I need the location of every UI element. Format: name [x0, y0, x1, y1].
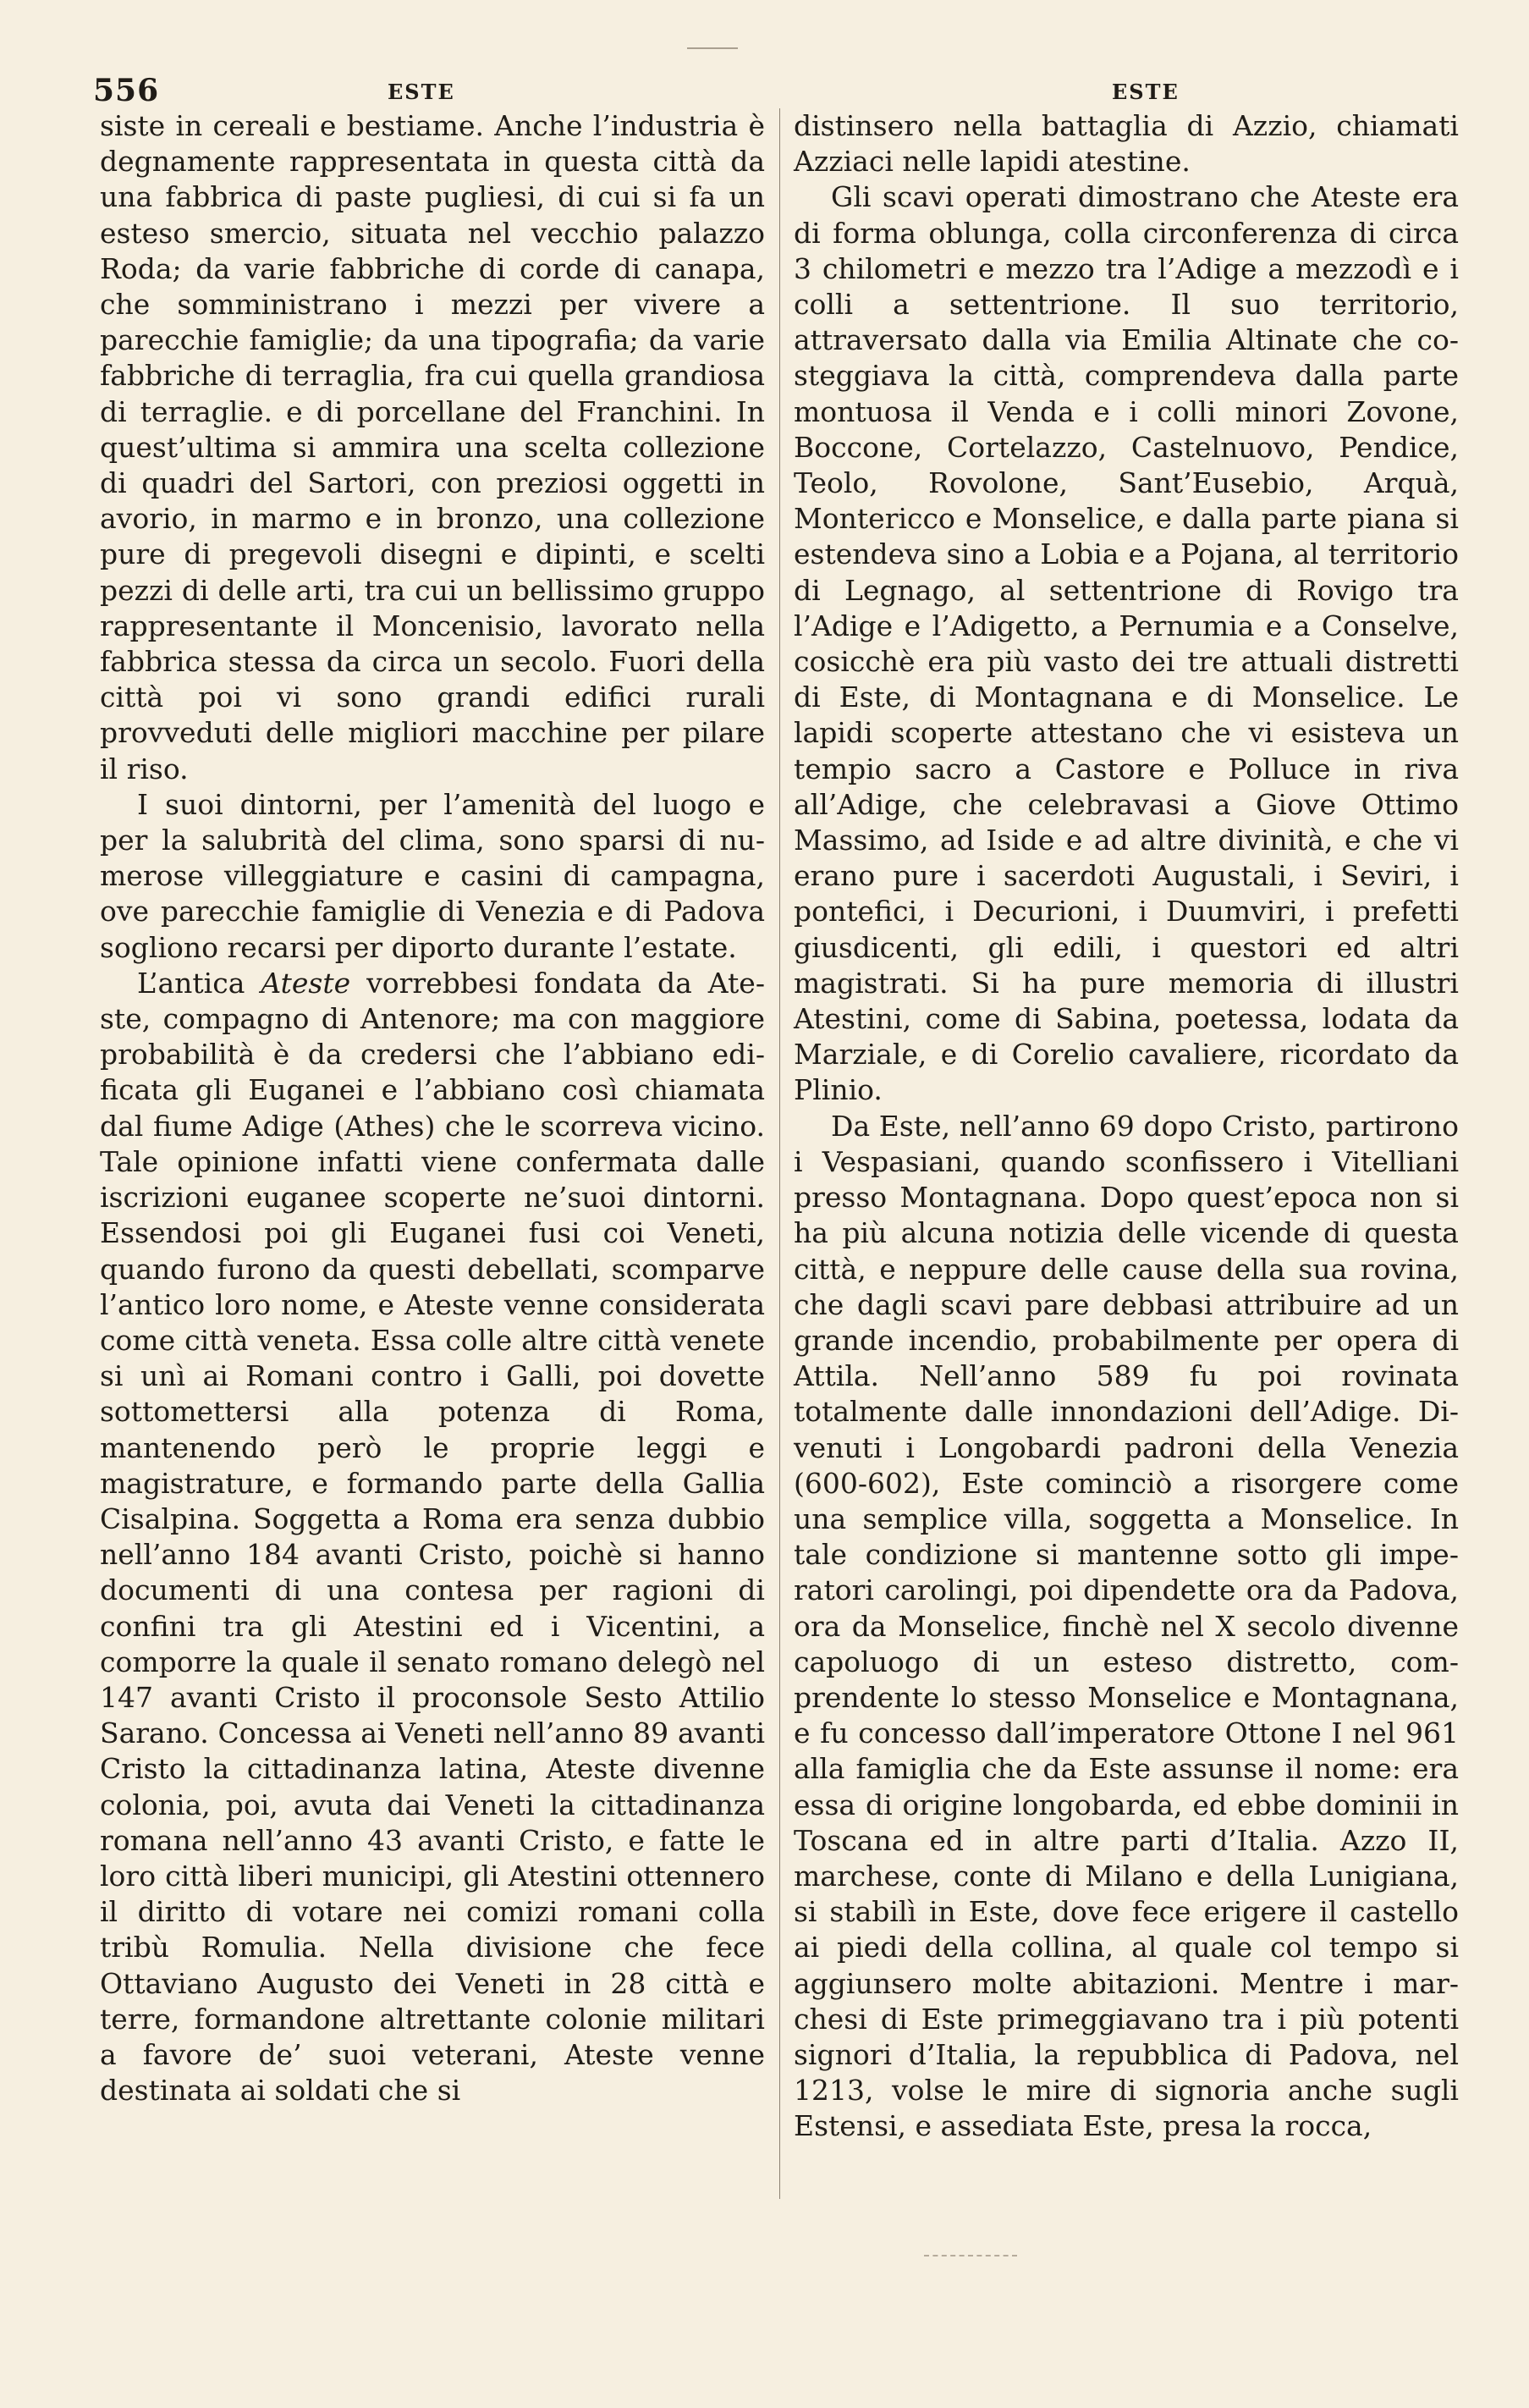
right-text-column	[794, 108, 1459, 2145]
paragraph	[100, 787, 765, 966]
paragraph-text: I suoi dintorni, per l’amenità del luogo e per la salubrità del clima, sono sparsi di numerose villeggiature e casini di campagna, ove parecchie famiglie di Venezia e di Padova sogliono recarsi per diporto durante l’estate.	[100, 787, 765, 964]
left-text-column	[100, 108, 765, 2108]
page-number: 556	[93, 73, 160, 108]
top-decorative-mark	[687, 47, 738, 49]
paragraph: distinsero nella battaglia di Azzio, chiamati Azziaci nelle lapidi atestine.	[794, 109, 1459, 179]
paragraph	[100, 966, 765, 2109]
paragraph: siste in cereali e bestiame. Anche l’industria è degnamente rappresentata in questa città da una fabbrica di paste pugliesi, di cui si fa un esteso smercio, situata nel vecchio palazzo Roda; da varie fabbriche di corde di canapa, che somministrano i mezzi per vivere a parecchie famiglie; da una tipografia; da varie fabbriche di terraglia, fra cui quella grandiosa di terraglie. e di porcellane del Franchini. In quest’ultima si ammira una scelta collezione di quadri del Sartori, con preziosi oggetti in avorio, in marmo e in bronzo, una collezione pure di pregevoli disegni e dipinti, e scelti pezzi di delle arti, tra cui un bellissimo gruppo rappresentante il Moncenisio, lavorato nella fabbrica stessa da circa un secolo. Fuori della città poi vi sono grandi edifici rurali provveduti delle migliori macchine per pilare il riso.	[100, 109, 765, 785]
paragraph: Da Este, nell’anno 69 dopo Cristo, partirono i Vespasiani, quando sconfissero i Vitelliani presso Montagnana. Dopo quest’epoca non si ha più alcuna notizia delle vicende di questa città, e neppure delle cause della sua rovina, che dagli scavi pare debbasi attribuire ad un grande incendio, probabilmente per opera di Attila. Nell’anno 589 fu poi rovinata totalmente dalle innondazioni dell’Adige. Divenuti i Longobardi padroni della Venezia (600-602), Este cominciò a risorgere come una semplice villa, soggetta a Monselice. In tale condizione si mantenne sotto gli imperatori carolingi, poi dipendette ora da Padova, ora da Monselice, finchè nel X secolo divenne capoluogo di un esteso distretto, comprendente lo stesso Monselice e Montagnana, e fu concesso dall’imperatore Ottone I nel 961 alla famiglia che da Este assunse il nome: era essa di origine longobarda, ed ebbe dominii in Toscana ed in altre parti d’Italia. Azzo II, marchese, conte di Milano e della Lunigiana, si stabilì in Este, dove fece erigere il castello ai piedi della collina, al quale col tempo si aggiunsero molte abitazioni. Mentre i marchesi di Este primeggiavano tra i più potenti signori d’Italia, la repubblica di Padova, nel 1213, volse le mire di signoria anche sugli Estensi, e assediata Este, presa la rocca,	[794, 1109, 1459, 2143]
running-head-right: ESTE	[1112, 80, 1180, 104]
page-header	[0, 73, 1529, 110]
column-divider	[779, 108, 780, 2199]
italic-term-ateste: Ateste	[261, 966, 351, 1000]
paragraph-text: L’antica	[137, 966, 261, 1000]
bottom-decorative-mark	[924, 2255, 1017, 2256]
paragraph: Gli scavi operati dimostrano che Ateste era di forma oblunga, colla circonferenza di circa 3 chilometri e mezzo tra l’Adige a mezzodì e i colli a settentrione. Il suo territorio, attraversato dalla via Emilia Altinate che costeggiava la città, comprendeva dalla parte montuosa il Venda e i colli minori Zovone, Boccone, Cortelazzo, Castelnuovo, Pendice, Teolo, Rovolone, Sant’Eusebio, Arquà, Montericco e Monselice, e dalla parte piana si estendeva sino a Lobia e a Pojana, al territorio di Legnago, al settentrione di Rovigo tra l’Adige e l’Adigetto, a Pernumia e a Conselve, cosicchè era più vasto dei tre attuali distretti di Este, di Montagnana e di Monselice. Le lapidi scoperte attestano che vi esisteva un tempio sacro a Castore e Polluce in riva all’Adige, che celebravasi a Giove Ottimo Massimo, ad Iside e ad altre divinità, e che vi erano pure i sacerdoti Augustali, i Seviri, i pontefici, i Decurioni, i Duumviri, i prefetti giusdicenti, gli edili, i questori ed altri magistrati. Si ha pure memoria di illustri Atestini, come di Sabina, poetessa, lodata da Marziale, e di Corelio cavaliere, ricordato da Plinio.	[794, 180, 1459, 1107]
paragraph-text: vorrebbesi fondata da Ateste, compagno di Antenore; ma con maggiore probabilità è da credersi che l’abbiano edificata gli Euganei e l’abbiano così chiamata dal fiume Adige (Athes) che le scorreva vicino. Tale opinione infatti viene confermata dalle iscrizioni euganee scoperte ne’suoi dintorni. Essendosi poi gli Euganei fusi coi Veneti, quando furono da questi debellati, scomparve l’antico loro nome, e Ateste venne considerata come città veneta. Essa colle altre città venete si unì ai Romani contro i Galli, poi dovette sottomettersi alla potenza di Roma, mantenendo però le proprie leggi e magistrature, e formando parte della Gallia Cisalpina. Soggetta a Roma era senza dubbio nell’anno 184 avanti Cristo, poichè si hanno documenti di una contesa per ragioni di confini tra gli Atestini ed i Vicentini, a comporre la quale il senato romano delegò nel 147 avanti Cristo il proconsole Sesto Attilio Sarano. Concessa ai Veneti nell’anno 89 avanti Cristo la cittadinanza latina, Ateste divenne colonia, poi, avuta dai Veneti la cittadinanza romana nell’anno 43 avanti Cristo, e fatte le loro città liberi municipi, gli Atestini ottennero il diritto di votare nei comizi romani colla tribù Romulia. Nella divisione che fece Ottaviano Augusto dei Veneti in 28 città e terre, formandone altrettante colonie militari a favore de’ suoi veterani, Ateste venne destinata ai soldati che si	[100, 966, 765, 2108]
running-head-left: ESTE	[388, 80, 455, 104]
